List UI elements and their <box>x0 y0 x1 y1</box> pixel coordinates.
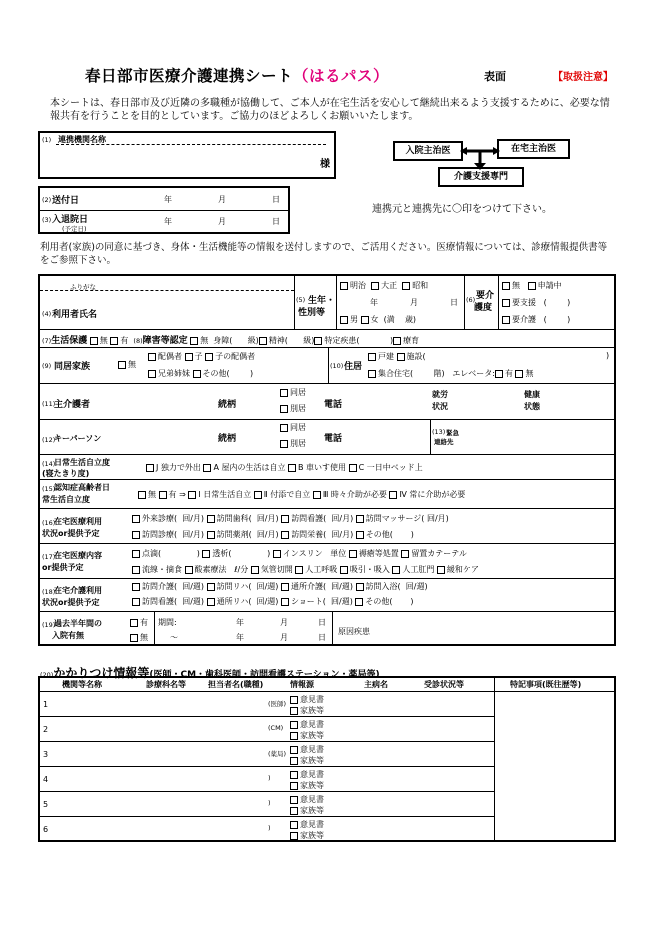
adl-label1: 日常生活自立度 <box>54 458 110 467</box>
care-manager-box[interactable]: 介護支援専門 <box>438 167 524 187</box>
adm-num: (3) <box>42 216 52 224</box>
dates-box <box>38 186 290 234</box>
dob-num: (5) <box>296 296 306 304</box>
caution-label: 【取扱注意】 <box>553 72 613 83</box>
period-end-month: 月 <box>280 633 288 642</box>
period-start-year: 年 <box>236 618 244 627</box>
intro-text: 本シートは、春日部市及び近隣の多職種が協働して、ご本人が在宅生活を安心して継続出来るよう支援するために、必要な情報共有を行うことを目的としています。ご協力のほどよろしくお願いいたします。 <box>50 98 610 122</box>
medical-content-row2[interactable]: 流線・摘食 酸素療法 ℓ/分 気管切開 人工呼吸 吸引・吸入 人工肛門 緩和ケア <box>132 564 479 575</box>
source-opinion[interactable]: 意見書 <box>290 694 324 705</box>
contact-row[interactable] <box>40 742 494 767</box>
care-label: 要介 <box>476 291 495 301</box>
contact-row[interactable] <box>40 767 494 792</box>
source-family[interactable]: 家族等 <box>290 830 324 841</box>
source-opinion[interactable]: 意見書 <box>290 719 324 730</box>
hospital-doctor-box[interactable]: 入院主治医 <box>393 141 463 161</box>
sent-year: 年 <box>164 195 172 204</box>
section20-title: (20)かかりつけ情報等(医師・CM・歯科医師・訪問看護ステーション・薬局等) <box>40 666 380 680</box>
contact-row-number: 5 <box>43 800 49 809</box>
dob-month: 月 <box>410 298 418 307</box>
home-care-row1[interactable]: 訪問介護( 回/週) 訪問リハ( 回/週) 通所介護( 回/週) 訪問入浴( 回/週) <box>132 581 428 592</box>
contact-row-number: 4 <box>43 775 49 784</box>
hospitalization-label2: 入院有無 <box>52 631 84 640</box>
hospitalization-num: (19) <box>42 621 56 629</box>
keyperson-live-with[interactable]: 同居 <box>280 422 306 433</box>
home-medical-row2[interactable]: 訪問診療( 回/月) 訪問薬剤( 回/月) 訪問栄養( 回/月) その他( ) <box>132 529 414 540</box>
medical-content-num: (17) <box>42 553 56 561</box>
contact-row[interactable] <box>40 817 494 842</box>
adl-options[interactable]: J 独力で外出 A 屋内の生活は自立 B 車いす使用 C 一日中ベッド上 <box>146 462 423 473</box>
period-tilde: 〜 <box>170 633 178 642</box>
keyperson-rel: 続柄 <box>218 434 237 444</box>
keyperson-live-apart[interactable]: 別居 <box>280 438 306 449</box>
source-family[interactable]: 家族等 <box>290 755 324 766</box>
contact-row[interactable] <box>40 717 494 742</box>
emergency-label: 緊急 <box>446 429 459 437</box>
flow-instruction: 連携元と連携先に〇印をつけて下さい。 <box>372 204 552 215</box>
emergency-label2: 連絡先 <box>434 438 454 446</box>
org-label: 連携機関名称 <box>58 135 106 144</box>
contact-row-number: 1 <box>43 700 49 709</box>
residence-num: (10) <box>330 362 344 370</box>
period-end-day: 日 <box>318 633 326 642</box>
medical-content-row1[interactable]: 点滴( ) 透析( ) インスリン 単位 褥瘡等処置 留置カテーテル <box>132 548 467 559</box>
contact-role: (医師) <box>268 700 287 708</box>
caregiver-work2: 状況 <box>432 402 448 411</box>
title-suffix: （はるパス） <box>293 67 390 85</box>
residence-options-1[interactable]: 戸建 施設( <box>368 351 426 362</box>
contact-role: ) <box>268 774 271 782</box>
family-label: 同居家族 <box>54 362 91 372</box>
home-care-label1: 在宅介護利用 <box>54 586 102 595</box>
source-family[interactable]: 家族等 <box>290 730 324 741</box>
cause-label: 原因疾患 <box>338 627 370 636</box>
dementia-label2: 常生活自立度 <box>42 495 90 504</box>
page-title: 春日部市医療介護連携シート（はるパス） <box>85 67 390 85</box>
contact-row-number: 6 <box>43 825 49 834</box>
source-opinion[interactable]: 意見書 <box>290 744 324 755</box>
contact-row[interactable] <box>40 692 494 717</box>
org-suffix: 様 <box>320 159 330 170</box>
medical-content-label2: or提供予定 <box>42 563 84 572</box>
caregiver-rel: 続柄 <box>218 400 237 410</box>
dementia-options[interactable]: 無 有 ⇒ Ⅰ 日常生活自立 Ⅱ 付添で自立 Ⅲ 時々介助が必要 Ⅳ 常に介助が必要 <box>138 489 465 500</box>
contacts-table: 機関等名称 診療科名等 担当者名(職種) 情報源 主病名 受診状況等 特記事項(既往歴等) 1 (医師) 意見書 家族等 2 (CM) 意見書 家族等 3 (薬局) 意見書 家族等 4 ) 意見書 家族等 5 ) 意見書 家族等 6 ) 意見書 家族等 <box>38 676 616 842</box>
caregiver-num: (11) <box>42 400 56 408</box>
source-family[interactable]: 家族等 <box>290 780 324 791</box>
row-welfare-disability[interactable]: (7)生活保護 無 有 (8)障害等認定 無 身障( 級) 精神( 級) 特定疾患( ) 療育 <box>42 336 420 346</box>
sex-options[interactable]: 男 女 (満 歳) <box>340 314 416 325</box>
care-label2: 護度 <box>474 303 493 313</box>
home-care-row2[interactable]: 訪問看護( 回/週) 通所リハ( 回/週) ショート( 回/週) その他( ) <box>132 596 413 607</box>
era-options[interactable]: 明治 大正 昭和 <box>340 280 428 291</box>
care-num: (6) <box>466 296 476 304</box>
caregiver-phone: 電話 <box>324 400 343 410</box>
hospitalization-none[interactable]: 無 <box>130 632 148 643</box>
sex-label: 性別等 <box>298 308 326 318</box>
adm-label: 入退院日 <box>52 215 89 225</box>
period-start-day: 日 <box>318 618 326 627</box>
family-options-2[interactable]: 兄弟姉妹 その他( ) <box>148 368 253 379</box>
care-option[interactable]: 要介護 ( ) <box>502 314 570 325</box>
home-doctor-box[interactable]: 在宅主治医 <box>497 139 570 159</box>
caregiver-health2: 状態 <box>524 402 540 411</box>
keyperson-phone: 電話 <box>324 434 343 444</box>
flow-arrows <box>460 143 500 171</box>
keyperson-label: キーパーソン <box>54 434 102 443</box>
family-options-1[interactable]: 配偶者 子 子の配偶者 <box>148 351 255 362</box>
keyperson-num: (12) <box>42 436 56 444</box>
medical-content-label1: 在宅医療内容 <box>54 551 102 560</box>
home-medical-label1: 在宅医療利用 <box>54 517 102 526</box>
caregiver-health: 健康 <box>524 390 540 399</box>
caregiver-live-apart[interactable]: 別居 <box>280 403 306 414</box>
source-opinion[interactable]: 意見書 <box>290 769 324 780</box>
consent-text: 利用者(家族)の同意に基づき、身体・生活機能等の情報を送付しますので、ご活用ください。医療情報については、診療情報提供書等をご参照下さい。 <box>40 242 608 266</box>
adm-note: (予定日) <box>62 225 87 233</box>
dob-day: 日 <box>450 298 458 307</box>
sent-num: (2) <box>42 196 52 204</box>
home-care-label2: 状況or提供予定 <box>42 598 100 607</box>
adm-month: 月 <box>218 217 226 226</box>
sent-label: 送付日 <box>52 196 80 206</box>
family-none[interactable]: 無 <box>118 359 136 370</box>
notes-header: 特記事項(既往歴等) <box>510 680 582 689</box>
source-family[interactable]: 家族等 <box>290 705 324 716</box>
contact-role: ) <box>268 824 271 832</box>
family-num: (9) <box>42 362 52 370</box>
period-start-month: 月 <box>280 618 288 627</box>
source-family[interactable]: 家族等 <box>290 805 324 816</box>
name-label: 利用者氏名 <box>52 310 98 320</box>
main-form <box>38 274 616 646</box>
period-end-year: 年 <box>236 633 244 642</box>
caregiver-live-with[interactable]: 同居 <box>280 387 306 398</box>
dementia-label1: 認知症高齢者日 <box>54 483 110 492</box>
home-medical-label2: 状況or提供予定 <box>42 529 100 538</box>
source-opinion[interactable]: 意見書 <box>290 819 324 830</box>
home-medical-num: (16) <box>42 519 56 527</box>
residence-label: 住居 <box>344 362 363 372</box>
side-label: 表面 <box>484 70 506 83</box>
adl-num: (14) <box>42 460 56 468</box>
adl-label2: (寝たきり度) <box>42 469 90 478</box>
contact-row[interactable] <box>40 792 494 817</box>
dob-year: 年 <box>370 298 378 307</box>
hospitalization-yes[interactable]: 有 <box>130 617 148 628</box>
adm-day: 日 <box>272 217 280 226</box>
caregiver-work: 就労 <box>432 390 448 399</box>
contact-row-number: 2 <box>43 725 49 734</box>
facility-close: ) <box>606 351 610 360</box>
adm-year: 年 <box>164 217 172 226</box>
dementia-num: (15) <box>42 485 56 493</box>
home-care-num: (18) <box>42 588 56 596</box>
home-medical-row1[interactable]: 外来診療( 回/月) 訪問歯科( 回/月) 訪問看護( 回/月) 訪問マッサージ( 回/月) <box>132 513 449 524</box>
org-num: (1) <box>42 136 52 144</box>
care-status-options[interactable]: 無 申請中 <box>502 280 562 291</box>
residence-options-2[interactable]: 集合住宅( 階) エレベータ: 有 無 <box>368 368 533 379</box>
emergency-num: (13) <box>432 428 446 436</box>
caregiver-label: 主介護者 <box>54 400 91 410</box>
name-num: (4) <box>42 310 52 318</box>
contact-role: (薬局) <box>268 750 287 758</box>
support-option[interactable]: 要支援 ( ) <box>502 297 570 308</box>
period-label: 期間: <box>158 618 177 627</box>
org-box[interactable] <box>38 131 336 179</box>
sent-day: 日 <box>272 195 280 204</box>
sent-month: 月 <box>218 195 226 204</box>
contact-row-number: 3 <box>43 750 49 759</box>
source-opinion[interactable]: 意見書 <box>290 794 324 805</box>
contact-role: (CM) <box>268 724 284 732</box>
furigana-label: ふりがな <box>70 283 96 291</box>
contact-role: ) <box>268 799 271 807</box>
hospitalization-label1: 過去半年間の <box>54 619 102 628</box>
dob-label: 生年・ <box>308 296 336 306</box>
